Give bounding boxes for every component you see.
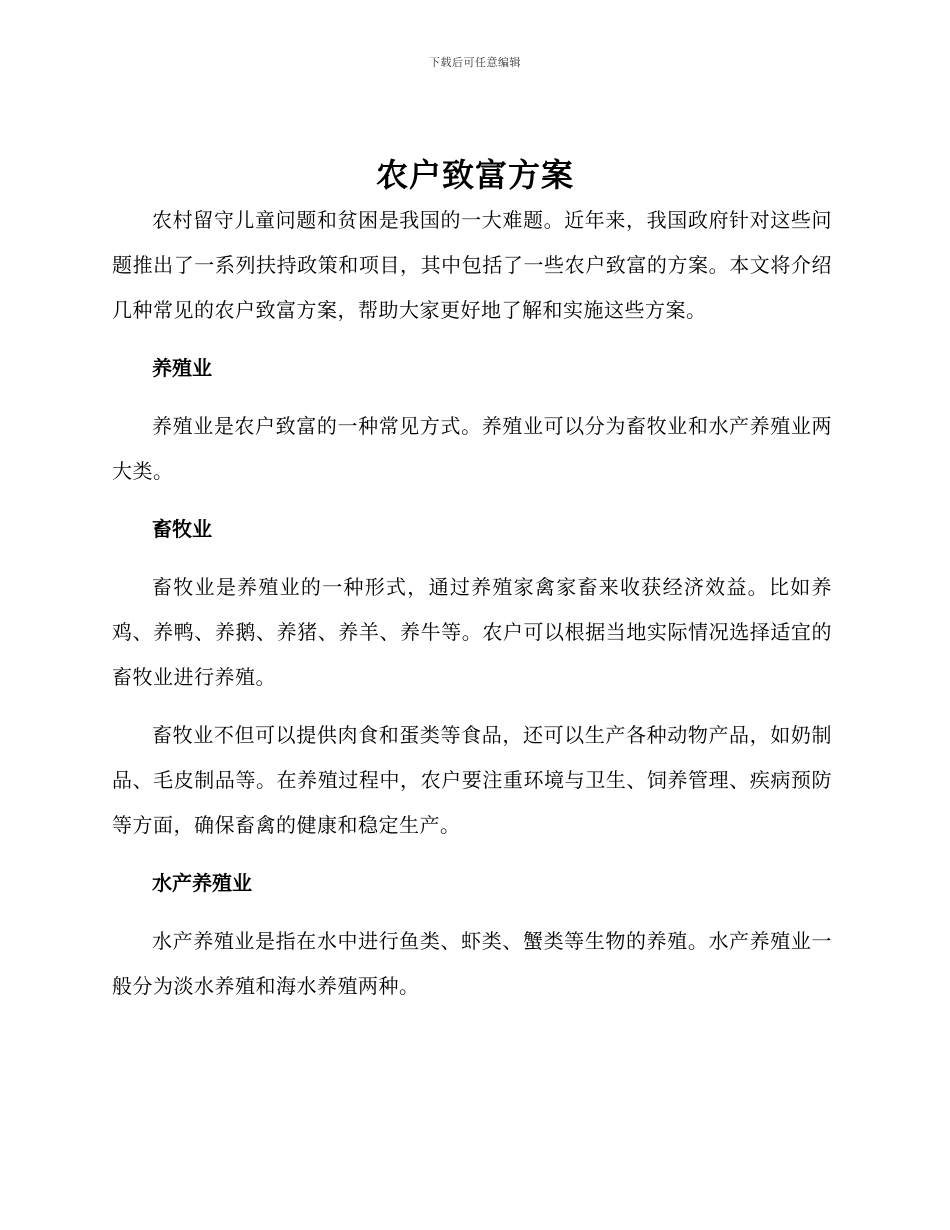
section-paragraph-livestock-1: 畜牧业是养殖业的一种形式，通过养殖家禽家畜来收获经济效益。比如养鸡、养鸭、养鹅、养猪、养羊、养牛等。农户可以根据当地实际情况选择适宜的畜牧业进行养殖。 xyxy=(112,575,832,689)
section-paragraph-breeding: 养殖业是农户致富的一种常见方式。养殖业可以分为畜牧业和水产养殖业两大类。 xyxy=(112,414,832,483)
section-heading-aquaculture: 水产养殖业 xyxy=(152,871,252,895)
section-paragraph-livestock-2: 畜牧业不但可以提供肉食和蛋类等食品，还可以生产各种动物产品，如奶制品、毛皮制品等。在养殖过程中，农户要注重环境与卫生、饲养管理、疾病预防等方面，确保畜禽的健康和稳定生产。 xyxy=(112,723,832,837)
section-heading-breeding: 养殖业 xyxy=(152,356,212,380)
section-heading-livestock: 畜牧业 xyxy=(152,517,212,541)
intro-paragraph: 农村留守儿童问题和贫困是我国的一大难题。近年来，我国政府针对这些问题推出了一系列扶持政策和项目，其中包括了一些农户致富的方案。本文将介绍几种常见的农户致富方案，帮助大家更好地了解和实施这些方案。 xyxy=(112,208,832,322)
document-body xyxy=(112,198,832,1009)
document-title: 农户致富方案 xyxy=(375,156,574,194)
page-header-note: 下载后可任意编辑 xyxy=(429,56,521,69)
section-paragraph-aquaculture: 水产养殖业是指在水中进行鱼类、虾类、蟹类等生物的养殖。水产养殖业一般分为淡水养殖和海水养殖两种。 xyxy=(112,929,832,998)
